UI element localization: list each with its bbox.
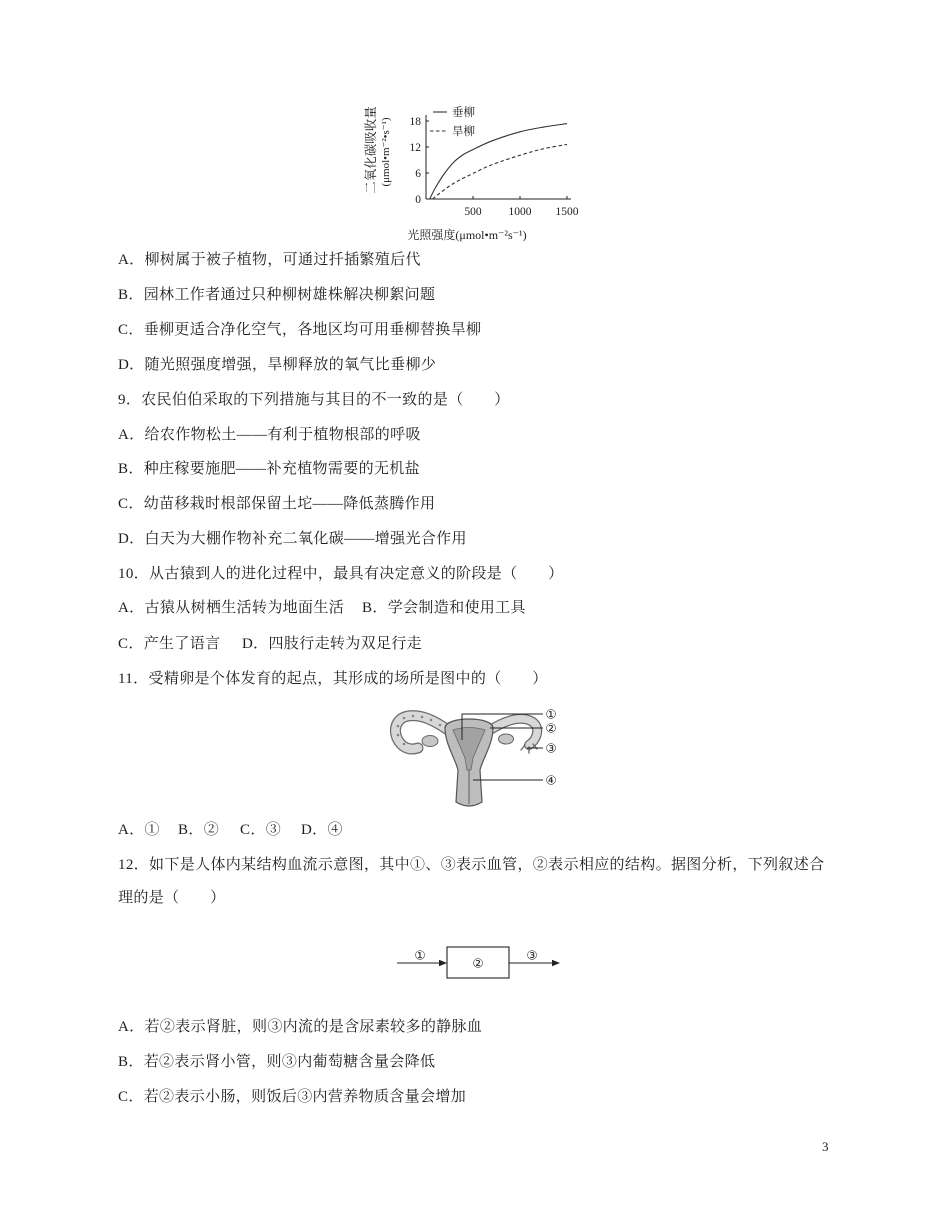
q8-option-d: D．随光照强度增强，旱柳释放的氧气比垂柳少 <box>118 357 437 373</box>
q11-stem: 11．受精卵是个体发育的起点，其形成的场所是图中的（ ） <box>118 671 548 687</box>
texture-dot <box>397 725 400 728</box>
blood-flow-diagram <box>390 940 570 985</box>
q12-option-b: B．若②表示肾小管，则③内葡萄糖含量会降低 <box>118 1054 436 1070</box>
outflow-arrowhead <box>552 960 560 966</box>
structure-label: ② <box>472 955 484 971</box>
outflow-vessel-label: ③ <box>526 947 538 963</box>
series-line-1 <box>430 124 567 199</box>
texture-dot <box>430 719 433 722</box>
q9-option-d: D．白天为大棚作物补充二氧化碳——增强光合作用 <box>118 531 467 547</box>
q11-option-c: C．③ <box>240 822 282 838</box>
q12-stem-line-1: 12．如下是人体内某结构血流示意图，其中①、③表示血管，②表示相应的结构。据图分析，下列叙述合 <box>118 857 825 873</box>
chart-series <box>430 124 567 199</box>
chart-ticks <box>410 116 579 218</box>
y-tick-label: 0 <box>415 194 421 206</box>
chart-axes <box>426 115 571 199</box>
figure-label-2: ② <box>545 720 557 736</box>
q8-option-a: A．柳树属于被子植物，可通过扦插繁殖后代 <box>118 252 421 268</box>
q9-option-b: B．种庄稼要施肥——补充植物需要的无机盐 <box>118 461 421 477</box>
texture-dot <box>421 716 424 719</box>
q11-option-b: B．② <box>178 822 220 838</box>
y-axis-label: 二氧化碳吸收量 <box>364 106 378 194</box>
female-reproductive-system-figure <box>385 700 565 812</box>
q10-option-a: A．古猿从树栖生活转为地面生活 <box>118 600 345 616</box>
right-ovary <box>499 734 514 744</box>
x-tick-label: 500 <box>464 206 482 218</box>
texture-dot <box>403 717 406 720</box>
left-oviduct <box>395 715 448 749</box>
q10-option-b: B．学会制造和使用工具 <box>362 600 526 616</box>
series-line-2 <box>433 144 567 199</box>
q10-option-c: C．产生了语言 <box>118 636 221 652</box>
q9-option-a: A．给农作物松土——有利于植物根部的呼吸 <box>118 427 421 443</box>
x-tick-label: 1000 <box>508 206 532 218</box>
y-axis-unit: (μmol•m⁻²•s⁻¹) <box>380 117 392 187</box>
legend-label-1: 垂柳 <box>452 107 475 119</box>
left-ovary <box>422 736 438 747</box>
x-axis-label: 光照强度(μmol•m⁻²s⁻¹) <box>407 228 527 242</box>
figure-label-1: ① <box>545 706 557 722</box>
q10-stem: 10．从古猿到人的进化过程中，最具有决定意义的阶段是（ ） <box>118 566 564 582</box>
q11-option-d: D．④ <box>301 822 343 838</box>
inflow-arrowhead <box>439 960 447 966</box>
page-number: 3 <box>822 1139 829 1154</box>
x-tick-label: 1500 <box>555 206 579 218</box>
chart-legend <box>430 105 475 138</box>
y-tick-label: 6 <box>415 168 421 180</box>
q9-stem: 9．农民伯伯采取的下列措施与其目的不一致的是（ ） <box>118 392 510 408</box>
texture-dot <box>412 715 415 718</box>
texture-dot <box>403 743 406 746</box>
q11-option-a: A．① <box>118 822 160 838</box>
legend-label-2: 旱柳 <box>452 126 475 138</box>
q8-option-c: C．垂柳更适合净化空气，各地区均可用垂柳替换旱柳 <box>118 322 482 338</box>
q12-option-a: A．若②表示肾脏，则③内流的是含尿素较多的静脉血 <box>118 1019 483 1035</box>
texture-dot <box>397 734 400 737</box>
y-tick-label: 12 <box>409 142 421 154</box>
y-tick-label: 18 <box>409 116 421 128</box>
co2-uptake-chart <box>355 95 590 250</box>
figure-label-3: ③ <box>545 740 557 756</box>
inflow-vessel-label: ① <box>414 947 426 963</box>
q12-option-c: C．若②表示小肠，则饭后③内营养物质含量会增加 <box>118 1089 467 1105</box>
q8-option-b: B．园林工作者通过只种柳树雄株解决柳絮问题 <box>118 287 436 303</box>
figure-label-4: ④ <box>545 772 557 788</box>
right-oviduct-fill <box>490 719 537 745</box>
q9-option-c: C．幼苗移栽时根部保留土坨——降低蒸腾作用 <box>118 496 436 512</box>
q10-option-d: D．四肢行走转为双足行走 <box>242 636 423 652</box>
q12-stem-line-2: 理的是（ ） <box>118 890 226 906</box>
texture-dot <box>439 724 442 727</box>
